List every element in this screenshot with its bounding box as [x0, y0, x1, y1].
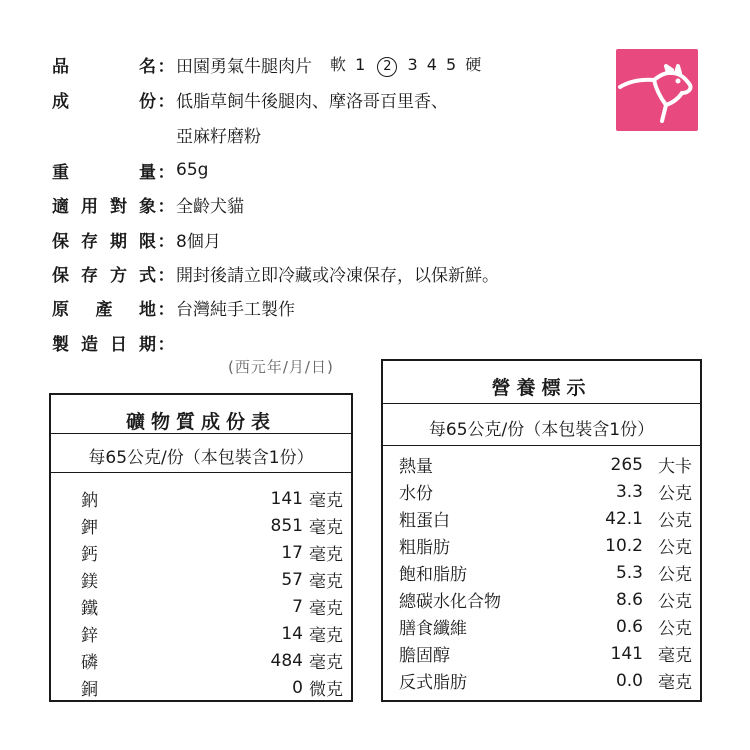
nutrition-table-title: 營養標示 [491, 377, 592, 399]
info-colon: ： [157, 162, 175, 183]
hardness-soft: 軟 [330, 54, 349, 74]
table-row: 水份 3.3 公克 [399, 481, 692, 504]
info-label: 保 存 方 式 [52, 265, 156, 286]
info-colon: ： [157, 56, 175, 77]
info-value: 8個月 [176, 231, 221, 252]
info-row-ingredients [52, 86, 448, 112]
info-row-target [52, 191, 244, 217]
info-row-product-name [52, 51, 483, 77]
table-row: 鎂 57 毫克 [81, 569, 343, 592]
table-row: 鈣 17 毫克 [81, 542, 343, 565]
info-value: 田園勇氣牛腿肉片 [176, 56, 312, 77]
info-colon: ： [157, 91, 175, 112]
table-row: 銅 0 微克 [81, 677, 343, 700]
info-colon: ： [157, 231, 175, 252]
mineral-table [49, 393, 353, 702]
info-value: 65g [176, 160, 209, 180]
table-row: 膳食纖維 0.6 公克 [399, 616, 692, 639]
table-row: 膽固醇 141 毫克 [399, 643, 692, 666]
table-row: 飽和脂肪 5.3 公克 [399, 562, 692, 585]
info-label: 保 存 期 限 [52, 231, 156, 252]
info-value: 全齡犬貓 [176, 196, 244, 217]
table-row: 反式脂肪 0.0 毫克 [399, 670, 692, 693]
table-row: 鈉 141 毫克 [81, 488, 343, 511]
table-row: 粗蛋白 42.1 公克 [399, 508, 692, 531]
manufacture-date-hint: (西元年/月/日) [228, 358, 334, 376]
table-row: 熱量 265 大卡 [399, 454, 692, 477]
table-row: 磷 484 毫克 [81, 650, 343, 673]
logo-tile [616, 49, 698, 131]
nutrition-table [381, 359, 702, 702]
info-label: 品 名 [52, 56, 156, 77]
info-value: 台灣純手工製作 [176, 299, 295, 320]
table-row: 鉀 851 毫克 [81, 515, 343, 538]
info-label: 原 產 地 [52, 299, 156, 320]
hardness-hard: 硬 [465, 54, 484, 74]
info-row-manufacture-date [52, 329, 176, 355]
info-row-weight [52, 157, 208, 183]
info-label: 適 用 對 象 [52, 196, 156, 217]
hardness-level: 1 [355, 54, 368, 74]
info-label: 成 份 [52, 91, 156, 112]
info-colon: ： [157, 196, 175, 217]
table-row: 粗脂肪 10.2 公克 [399, 535, 692, 558]
divider [51, 472, 351, 473]
info-value: 開封後請立即冷藏或冷凍保存，以保新鮮。 [176, 265, 499, 286]
nutrition-table-basis: 每65公克/份（本包裝含1份） [428, 420, 655, 440]
info-row-ingredients-cont [176, 121, 261, 147]
info-label: 重 量 [52, 162, 156, 183]
info-row-origin [52, 294, 295, 320]
info-value: 亞麻籽磨粉 [176, 126, 261, 147]
info-colon: ： [157, 299, 175, 320]
table-row: 鋅 14 毫克 [81, 623, 343, 646]
cow-icon [616, 49, 698, 131]
info-row-shelf-life [52, 226, 221, 252]
mineral-table-basis: 每65公克/份（本包裝含1份） [88, 448, 314, 468]
divider [383, 445, 700, 446]
info-value: 低脂草飼牛後腿肉、摩洛哥百里香、 [176, 91, 448, 112]
mineral-table-title: 礦物質成份表 [125, 411, 276, 433]
divider [51, 433, 351, 434]
table-row: 鐵 7 毫克 [81, 596, 343, 619]
hardness-selected: 2 [377, 57, 397, 77]
info-colon: ： [157, 265, 175, 286]
info-label: 製 造 日 期 [52, 334, 156, 355]
divider [383, 403, 700, 404]
info-colon: ： [157, 334, 175, 355]
table-row: 總碳水化合物 8.6 公克 [399, 589, 692, 612]
hardness-level: 3 4 5 [407, 54, 459, 74]
hardness-scale [330, 52, 483, 77]
info-row-storage [52, 260, 499, 286]
